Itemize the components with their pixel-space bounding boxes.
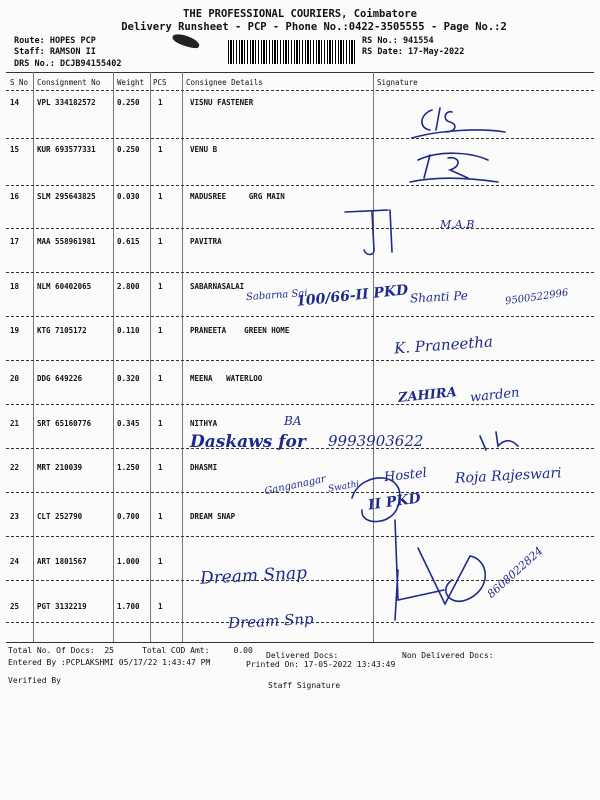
handwriting-row-25-sign: Dream Snp — [227, 609, 314, 633]
handwriting-row-18-name: Sabarna Sai — [245, 287, 308, 304]
row-weight: 0.615 — [117, 237, 140, 246]
row-consignee: PAVITRA — [190, 237, 222, 246]
row-weight: 0.345 — [117, 419, 140, 428]
row-weight: 1.000 — [117, 557, 140, 566]
row-weight: 0.030 — [117, 192, 140, 201]
row-consignment: MAA 558961981 — [37, 237, 96, 246]
verified-by-label: Verified By — [8, 676, 61, 685]
row-weight: 1.250 — [117, 463, 140, 472]
row-weight: 0.110 — [117, 326, 140, 335]
row-sno: 17 — [10, 237, 20, 246]
signature-row-21-hook — [480, 432, 518, 450]
delivered-docs: Delivered Docs: — [266, 651, 339, 660]
handwriting-row-23: II PKD — [367, 490, 422, 514]
row-sno: 20 — [10, 374, 20, 383]
entered-by: Entered By :PCPLAKSHMI 05/17/22 1:43:47 PM — [8, 658, 211, 667]
runsheet-subtitle: Delivery Runsheet - PCP - Phone No.:0422-3505555 - Page No.:2 — [121, 21, 507, 33]
rs-number: RS No.: 941554 — [362, 36, 434, 46]
col-header-signature: Signature — [377, 78, 418, 87]
row-sno: 18 — [10, 282, 20, 291]
row-sno: 16 — [10, 192, 20, 201]
row-sno: 14 — [10, 98, 20, 107]
row-consignment: PGT 3132219 — [37, 602, 87, 611]
handwriting-row-22-area: Ganganagar — [263, 473, 327, 498]
handwriting-row-22-name: Swathi — [327, 479, 361, 495]
handwriting-row-24-sign: Dream Snap — [199, 563, 308, 589]
row-consignment: ART 1801567 — [37, 557, 87, 566]
row-weight: 0.320 — [117, 374, 140, 383]
row-consignment: SLM 295643825 — [37, 192, 96, 201]
row-consignment: MRT 210039 — [37, 463, 83, 472]
handwriting-row-20-role: warden — [469, 385, 521, 406]
row-consignment: NLM 60402065 — [37, 282, 92, 291]
handwriting-row-21-phone: 9993903622 — [328, 432, 424, 450]
row-consignee: DHASMI — [190, 463, 218, 472]
staff-label: Staff: RAMSON II — [14, 47, 96, 57]
row-consignment: SRT 65160776 — [37, 419, 92, 428]
row-sno: 25 — [10, 602, 20, 611]
row-consignee: SABARNASALAI — [190, 282, 245, 291]
col-header-consignee: Consignee Details — [186, 78, 263, 87]
handwriting-row-22-sign: Roja Rajeswari — [454, 465, 562, 487]
row-consignee: PRANEETA GREEN HOME — [190, 326, 290, 335]
handwriting-row-18-phone: 9500522996 — [504, 287, 570, 308]
row-consignment: KTG 7105172 — [37, 326, 87, 335]
row-pcs: 1 — [158, 145, 163, 154]
row-consignee: MADUSREE GRG MAIN — [190, 192, 285, 201]
non-delivered-docs: Non Delivered Docs: — [402, 651, 494, 660]
drs-label: DRS No.: DCJB94155402 — [14, 59, 122, 69]
row-pcs: 1 — [158, 282, 163, 291]
company-title: THE PROFESSIONAL COURIERS, Coimbatore — [183, 8, 417, 20]
handwriting-row-19: K. Praneetha — [393, 332, 494, 358]
handwriting-row-17: M.A.B — [440, 218, 475, 231]
row-weight: 2.800 — [117, 282, 140, 291]
row-pcs: 1 — [158, 192, 163, 201]
staff-signature-label: Staff Signature — [268, 681, 341, 690]
row-consignee: MEENA WATERLOO — [190, 374, 263, 383]
row-consignment: VPL 334182572 — [37, 98, 96, 107]
row-pcs: 1 — [158, 237, 163, 246]
row-pcs: 1 — [158, 374, 163, 383]
row-consignment: KUR 693577331 — [37, 145, 96, 154]
signature-row-16 — [345, 210, 392, 255]
row-sno: 24 — [10, 557, 20, 566]
row-sno: 21 — [10, 419, 20, 428]
col-header-consignment: Consignment No — [37, 78, 101, 87]
row-pcs: 1 — [158, 419, 163, 428]
handwriting-row-22-hostel: Hostel — [383, 465, 428, 486]
row-weight: 0.700 — [117, 512, 140, 521]
col-header-sno: S No — [10, 78, 29, 87]
row-sno: 23 — [10, 512, 20, 521]
row-consignee: VENU B — [190, 145, 218, 154]
handwriting-row-20-name: ZAHIRA — [397, 384, 458, 407]
route-label: Route: HOPES PCP — [14, 36, 96, 46]
total-docs: Total No. Of Docs: 25 — [8, 646, 114, 655]
handwriting-row-21-name: Daskaws for — [190, 432, 306, 452]
signature-row-14 — [412, 108, 505, 138]
row-weight: 1.700 — [117, 602, 140, 611]
row-pcs: 1 — [158, 463, 163, 472]
printed-on: Printed On: 17-05-2022 13:43:49 — [246, 660, 396, 669]
signature-row-15 — [410, 153, 498, 182]
row-consignee: DREAM SNAP — [190, 512, 236, 521]
handwriting-row-21-mark: BA — [284, 414, 302, 428]
row-weight: 0.250 — [117, 145, 140, 154]
row-pcs: 1 — [158, 557, 163, 566]
row-pcs: 1 — [158, 98, 163, 107]
handwriting-row-18-sign: Shanti Pe — [409, 288, 469, 306]
row-pcs: 1 — [158, 602, 163, 611]
handwriting-row-24-phone: 8608022824 — [484, 544, 546, 601]
row-consignment: DDG 649226 — [37, 374, 83, 383]
row-consignee: VISNU FASTENER — [190, 98, 254, 107]
rs-date: RS Date: 17-May-2022 — [362, 47, 465, 57]
row-sno: 15 — [10, 145, 20, 154]
row-consignment: CLT 252790 — [37, 512, 83, 521]
col-header-weight: Weight — [117, 78, 145, 87]
row-sno: 22 — [10, 463, 20, 472]
col-header-pcs: PCS — [153, 78, 167, 87]
row-weight: 0.250 — [117, 98, 140, 107]
signature-row-24-scribble — [395, 520, 485, 620]
row-sno: 19 — [10, 326, 20, 335]
row-pcs: 1 — [158, 326, 163, 335]
row-pcs: 1 — [158, 512, 163, 521]
handwriting-row-18-address: 100/66-II PKD — [295, 282, 409, 310]
row-consignee: NITHYA — [190, 419, 218, 428]
total-cod-amount: Total COD Amt: 0.00 — [142, 646, 253, 655]
